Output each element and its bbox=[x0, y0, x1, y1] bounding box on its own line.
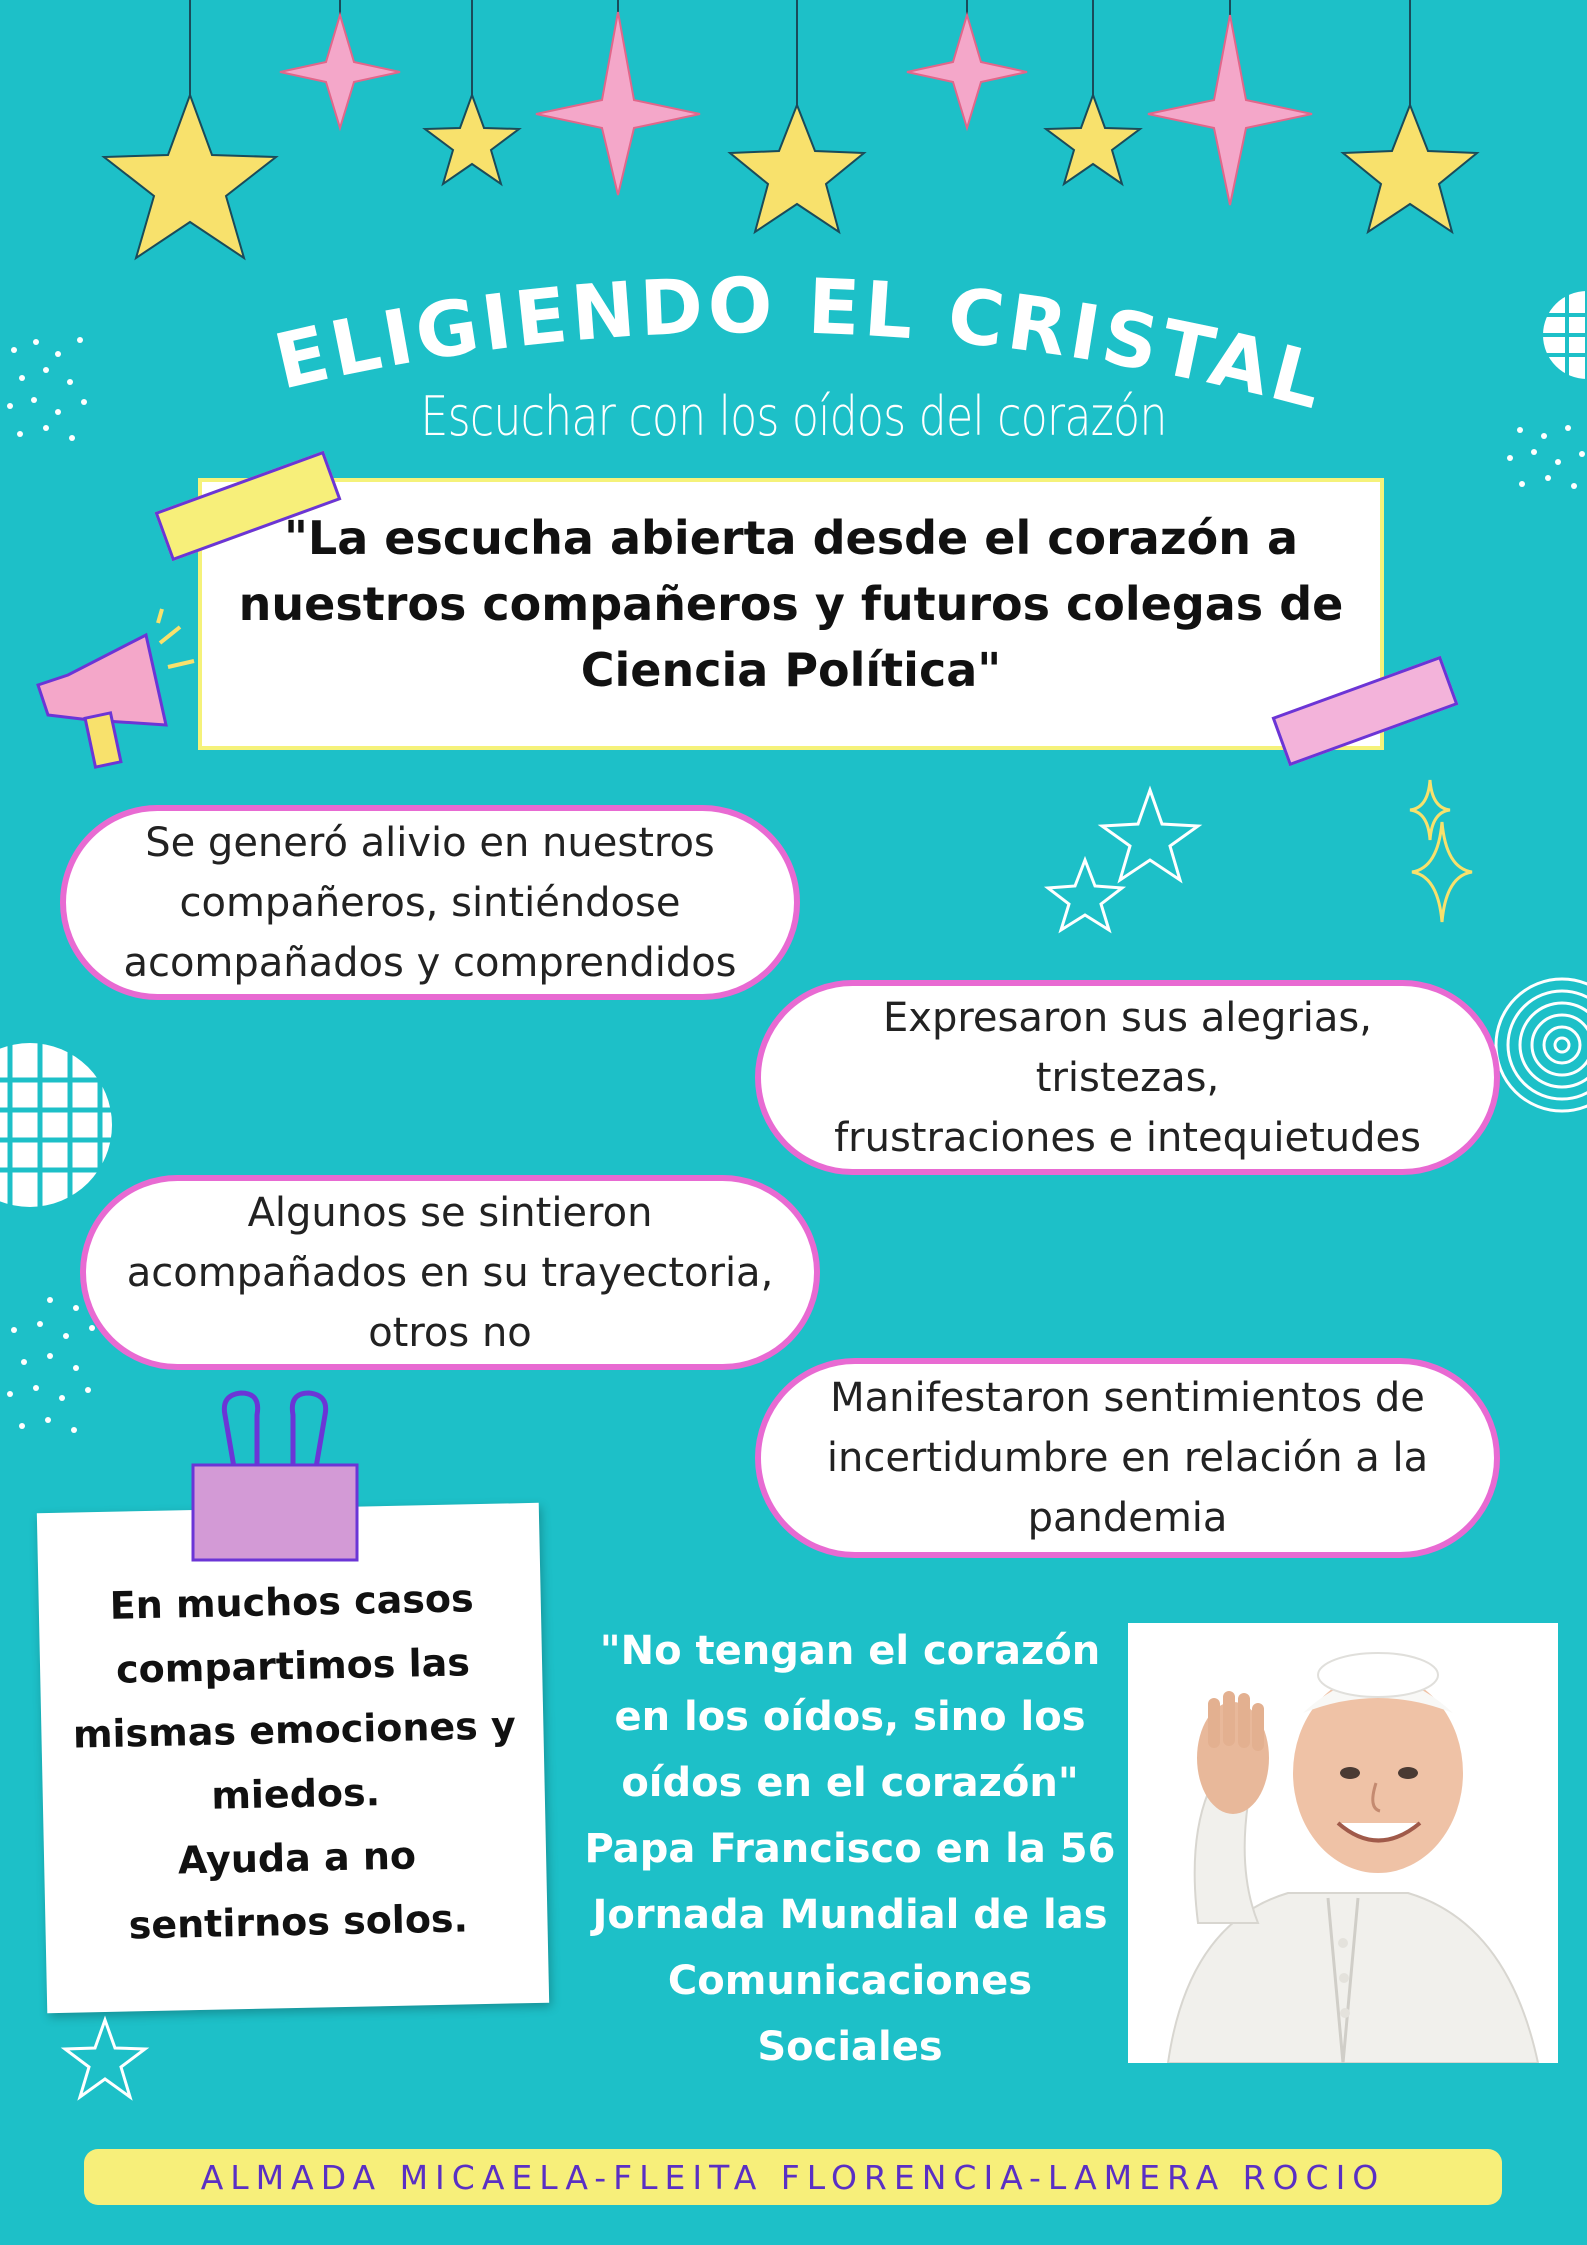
pill-line: Se generó alivio en nuestros bbox=[145, 819, 715, 866]
note-line: mismas emociones y bbox=[72, 1703, 517, 1757]
pope-quote-line: oídos en el corazón" bbox=[621, 1760, 1079, 1806]
hanging-star-icon bbox=[1148, 15, 1312, 205]
main-quote-line: nuestros compañeros y futuros colegas de bbox=[238, 577, 1344, 631]
grid-circle-icon bbox=[0, 1040, 140, 1210]
pope-quote-line: Jornada Mundial de las bbox=[592, 1892, 1108, 1938]
pill-line: compañeros, sintiéndose bbox=[179, 879, 681, 926]
hanging-star-icon bbox=[1343, 105, 1477, 232]
pill-relief bbox=[60, 805, 800, 1000]
pope-photo bbox=[1128, 1623, 1558, 2063]
pill-line: acompañados y comprendidos bbox=[123, 939, 737, 986]
dots-icon bbox=[0, 330, 110, 480]
main-quote bbox=[198, 505, 1384, 703]
binder-clip-icon bbox=[185, 1385, 365, 1565]
note-line: compartimos las bbox=[115, 1640, 471, 1692]
pill-accompanied bbox=[80, 1175, 820, 1370]
sparkle-icon bbox=[60, 2015, 150, 2105]
main-quote-line: Ciencia Política" bbox=[580, 643, 1002, 697]
footer-authors: ALMADA MICAELA-FLEITA FLORENCIA-LAMERA ROCIO bbox=[84, 2149, 1502, 2205]
pill-line: acompañados en su trayectoria, bbox=[126, 1249, 774, 1296]
pill-line: otros no bbox=[368, 1309, 532, 1356]
note-line: En muchos casos bbox=[109, 1576, 475, 1628]
pill-line: pandemia bbox=[1027, 1495, 1228, 1541]
pill-line: incertidumbre en relación a la bbox=[826, 1435, 1429, 1481]
grid-circle-icon bbox=[1542, 290, 1587, 380]
pope-quote-line: "No tengan el corazón bbox=[599, 1628, 1101, 1674]
note-line: sentirnos solos. bbox=[128, 1896, 469, 1948]
page-title: ELIGIENDO EL CRISTAL bbox=[266, 260, 1336, 427]
pill-line: Algunos se sintieron bbox=[247, 1189, 653, 1236]
megaphone-icon bbox=[28, 615, 198, 785]
subtitle: Escuchar con los oídos del corazón bbox=[420, 385, 1167, 448]
note-line: Ayuda a no bbox=[177, 1833, 417, 1883]
sparkle-icon bbox=[1030, 780, 1450, 950]
main-quote-line: "La escucha abierta desde el corazón a bbox=[283, 511, 1299, 565]
pope-quote bbox=[580, 1618, 1120, 2080]
hanging-star-icon bbox=[1046, 95, 1140, 184]
pill-uncertainty bbox=[755, 1358, 1500, 1558]
pope-quote-line: Sociales bbox=[757, 2024, 943, 2070]
pill-line: frustraciones e intequietudes bbox=[834, 1114, 1421, 1161]
hanging-star-icon bbox=[907, 15, 1027, 128]
pill-line: Expresaron sus alegrias, tristezas, bbox=[883, 994, 1372, 1101]
hanging-star-icon bbox=[425, 95, 519, 184]
pope-quote-line: Papa Francisco en la 56 bbox=[584, 1826, 1116, 1872]
dots-icon bbox=[1500, 420, 1587, 500]
note-line: miedos. bbox=[210, 1770, 381, 1818]
pope-quote-line: en los oídos, sino los bbox=[614, 1694, 1086, 1740]
hanging-star-icon bbox=[730, 105, 864, 232]
note-text bbox=[56, 1565, 534, 1959]
pill-expressed bbox=[755, 980, 1500, 1175]
pope-quote-line: Comunicaciones bbox=[667, 1958, 1033, 2004]
hanging-star-icon bbox=[536, 12, 700, 195]
pill-line: Manifestaron sentimientos de bbox=[830, 1375, 1425, 1421]
hanging-star-icon bbox=[280, 15, 400, 128]
